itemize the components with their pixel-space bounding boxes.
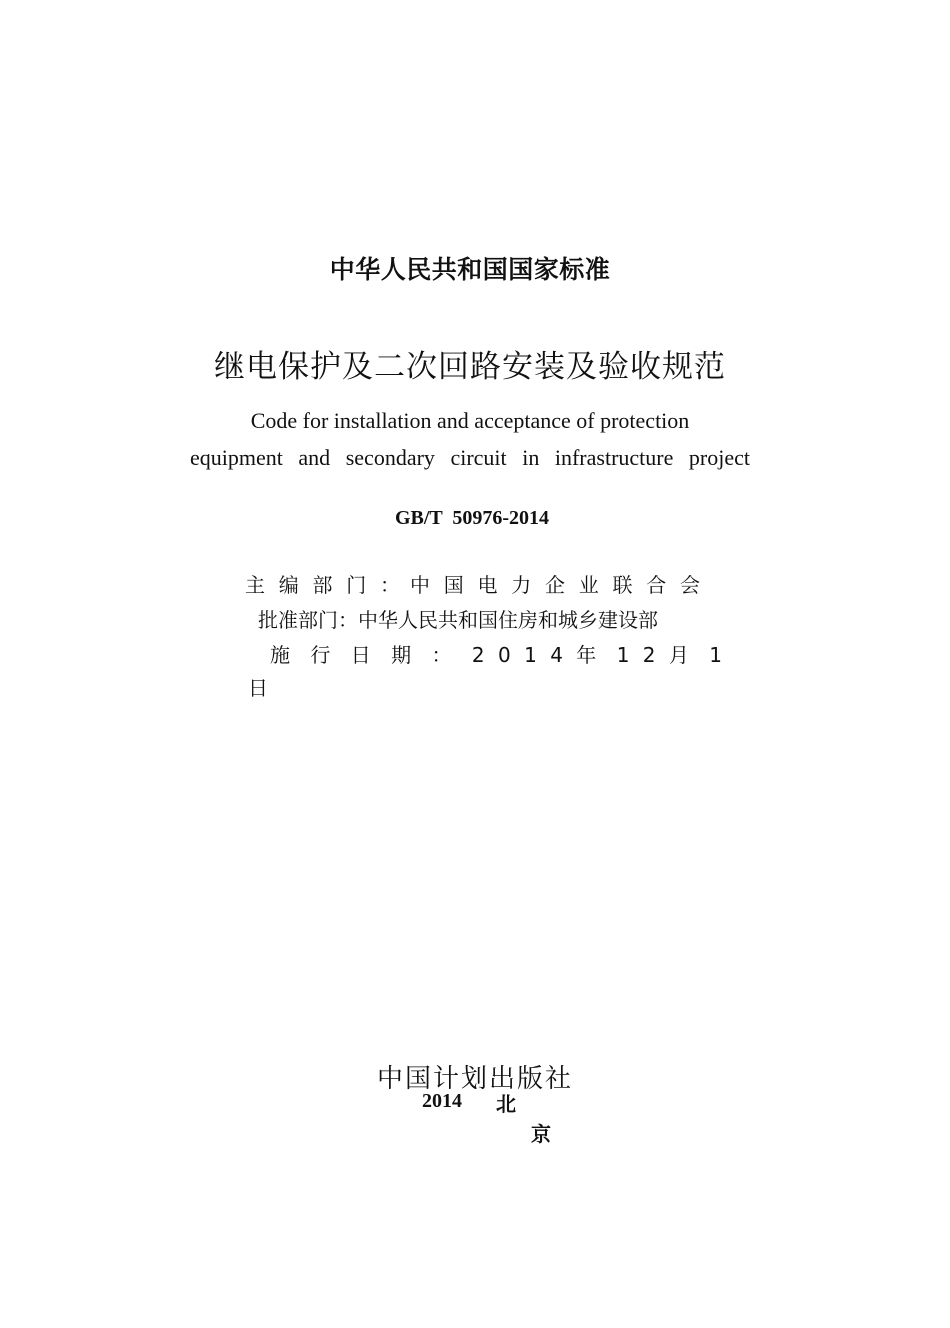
standard-number: GB/T 50976-2014 <box>394 507 550 529</box>
publication-city-part2: 京 <box>531 1122 551 1146</box>
editor-label: 主编部门： <box>245 573 400 597</box>
document-title-english-line2: equipment and secondary circuit in infrastructure project <box>190 445 750 470</box>
document-title-chinese: 继电保护及二次回路安装及验收规范 <box>214 349 726 385</box>
effective-date-line2: 日 <box>248 676 268 700</box>
publication-year: 2014 <box>422 1090 462 1112</box>
publication-city-part1: 北 <box>496 1092 516 1116</box>
approving-department: 批准部门：中华人民共和国住房和城乡建设部 <box>258 608 658 632</box>
publisher-name: 中国计划出版社 <box>376 1064 573 1094</box>
editor-value: 中国电力企业联合会 <box>410 573 700 597</box>
editor-department <box>245 569 700 598</box>
standard-category: 中华人民共和国国家标准 <box>329 255 611 284</box>
document-title-english-line1: Code for installation and acceptance of protection <box>250 408 690 433</box>
effective-date-line1: 施 行 日 期 ： 2 0 1 4 年 1 2 月 1 <box>270 643 722 667</box>
